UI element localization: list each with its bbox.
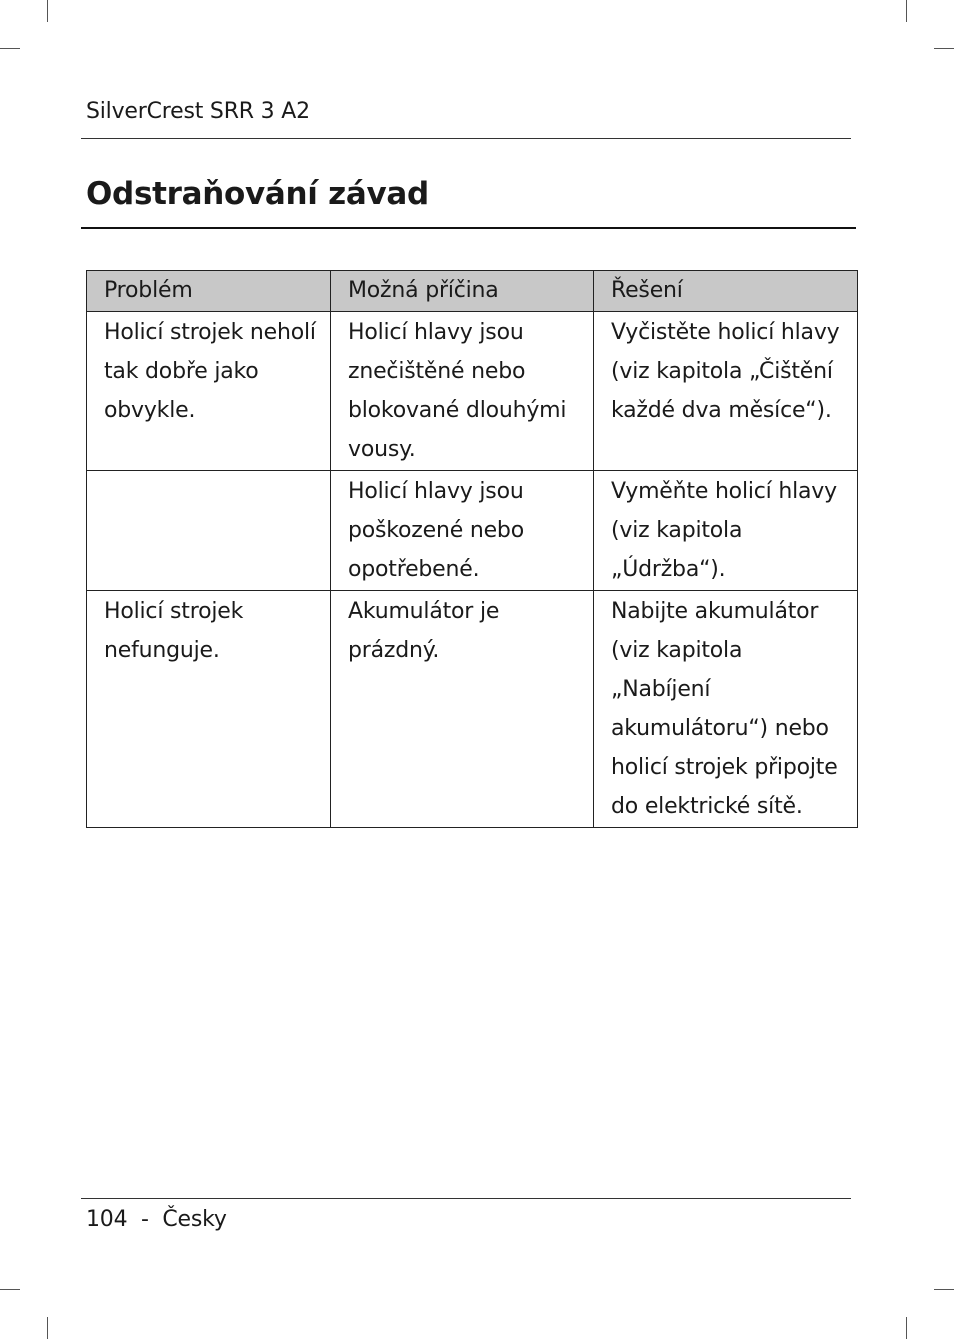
cell-text-line: Vyčistěte holicí hlavy [611,320,840,345]
table-row [87,591,858,828]
cell-text-line: Vyměňte holicí hlavy [611,479,837,504]
cell-text-line: „Údržba“). [611,557,726,582]
cell-problem [87,312,331,471]
cell-solution [594,312,858,471]
crop-mark [0,1289,20,1290]
cell-text-line: Holicí hlavy jsou [348,479,524,504]
cell-text-line: (viz kapitola [611,638,743,663]
footer-rule [81,1198,851,1199]
crop-mark [906,1317,907,1339]
cell-solution [594,591,858,828]
cell-text-line: do elektrické sítě. [611,794,803,819]
cell-text-line: tak dobře jako [104,359,259,384]
cell-text-line: poškozené nebo [348,518,524,543]
table-header-row [87,271,858,312]
troubleshooting-table [86,270,858,828]
cell-text-line: holicí strojek připojte [611,755,838,780]
cell-text-line: každé dva měsíce“). [611,398,832,423]
cell-problem [87,471,331,591]
cell-text-line: Akumulátor je [348,599,500,624]
cell-text-line: Holicí strojek neholí [104,320,316,345]
cell-cause [331,591,594,828]
cell-text-line: prázdný. [348,638,440,663]
cell-text-line: blokované dlouhými [348,398,567,423]
cell-text-line: „Nabíjení [611,677,711,702]
column-header-problem: Problém [87,271,331,312]
cell-text-line: Holicí hlavy jsou [348,320,524,345]
cell-text-line: (viz kapitola „Čištění [611,359,833,384]
page-title: Odstraňování závad [86,176,429,212]
crop-mark [0,48,20,49]
crop-mark [934,48,954,49]
header-rule [81,138,851,139]
footer-separator: - [141,1207,149,1232]
crop-mark [934,1289,954,1290]
cell-text-line: Nabijte akumulátor [611,599,819,624]
cell-text-line: (viz kapitola [611,518,743,543]
cell-cause [331,312,594,471]
cell-text-line: nefunguje. [104,638,220,663]
page-number: 104 [86,1207,128,1232]
cell-cause [331,471,594,591]
cell-solution [594,471,858,591]
column-header-solution: Řešení [594,271,858,312]
footer-language: Česky [162,1207,227,1232]
cell-text-line: opotřebené. [348,557,480,582]
cell-text-line: znečištěné nebo [348,359,526,384]
table-row [87,471,858,591]
table-row [87,312,858,471]
cell-problem [87,591,331,828]
running-header: SilverCrest SRR 3 A2 [86,99,310,124]
column-header-cause: Možná příčina [331,271,594,312]
cell-text-line: obvykle. [104,398,196,423]
crop-mark [906,0,907,22]
cell-text-line: vousy. [348,437,416,462]
crop-mark [47,1317,48,1339]
cell-text-line: akumulátoru“) nebo [611,716,829,741]
crop-mark [47,0,48,22]
title-rule [81,227,856,229]
page-footer [86,1207,227,1232]
cell-text-line: Holicí strojek [104,599,244,624]
